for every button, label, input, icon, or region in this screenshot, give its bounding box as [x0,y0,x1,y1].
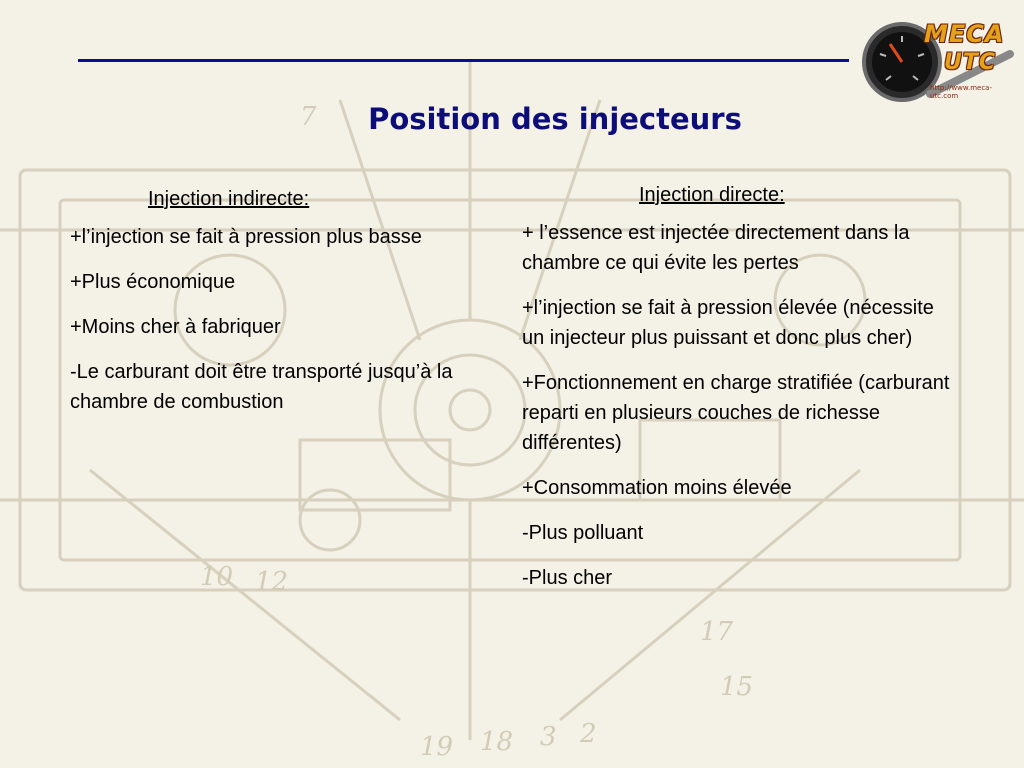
svg-text:2: 2 [580,719,597,749]
svg-text:19: 19 [420,732,454,762]
list-item: -Plus cher [522,567,613,589]
svg-text:15: 15 [720,672,754,702]
list-item: + l’essence est injectée directement dans la chambre ce qui évite les pertes [522,222,910,274]
list-item: -Le carburant doit être transporté jusqu’à la chambre de combustion [70,361,453,413]
svg-text:18: 18 [480,727,514,757]
logo-line-1: MECA [924,20,1005,48]
list-item: +Plus économique [70,271,236,293]
svg-text:17: 17 [700,617,734,647]
list-item: +Moins cher à fabriquer [70,316,281,338]
meca-utc-logo [860,14,1020,110]
slide-title: Position des injecteurs [368,102,742,136]
svg-text:7: 7 [300,102,317,132]
direct-injection-list [522,218,952,593]
svg-text:3: 3 [540,722,557,752]
indirect-injection-list [70,222,460,417]
indirect-injection-heading: Injection indirecte: [148,188,310,210]
list-item: +l’injection se fait à pression élevée (nécessite un injecteur plus puissant et donc plus cher) [522,297,934,349]
logo-url: http://www.meca-utc.com [930,84,992,100]
list-item: +l’injection se fait à pression plus basse [70,226,422,248]
direct-injection-heading: Injection directe: [639,184,785,206]
indirect-injection-column [70,184,460,432]
list-item: +Consommation moins élevée [522,477,792,499]
logo-line-2: UTC [944,50,997,75]
svg-text:12: 12 [255,567,289,597]
list-item: -Plus polluant [522,522,644,544]
svg-text:10: 10 [200,562,234,592]
list-item: +Fonctionnement en charge stratifiée (carburant reparti en plusieurs couches de richesse différentes) [522,372,950,454]
header-rule [78,59,849,62]
direct-injection-column [522,180,952,608]
